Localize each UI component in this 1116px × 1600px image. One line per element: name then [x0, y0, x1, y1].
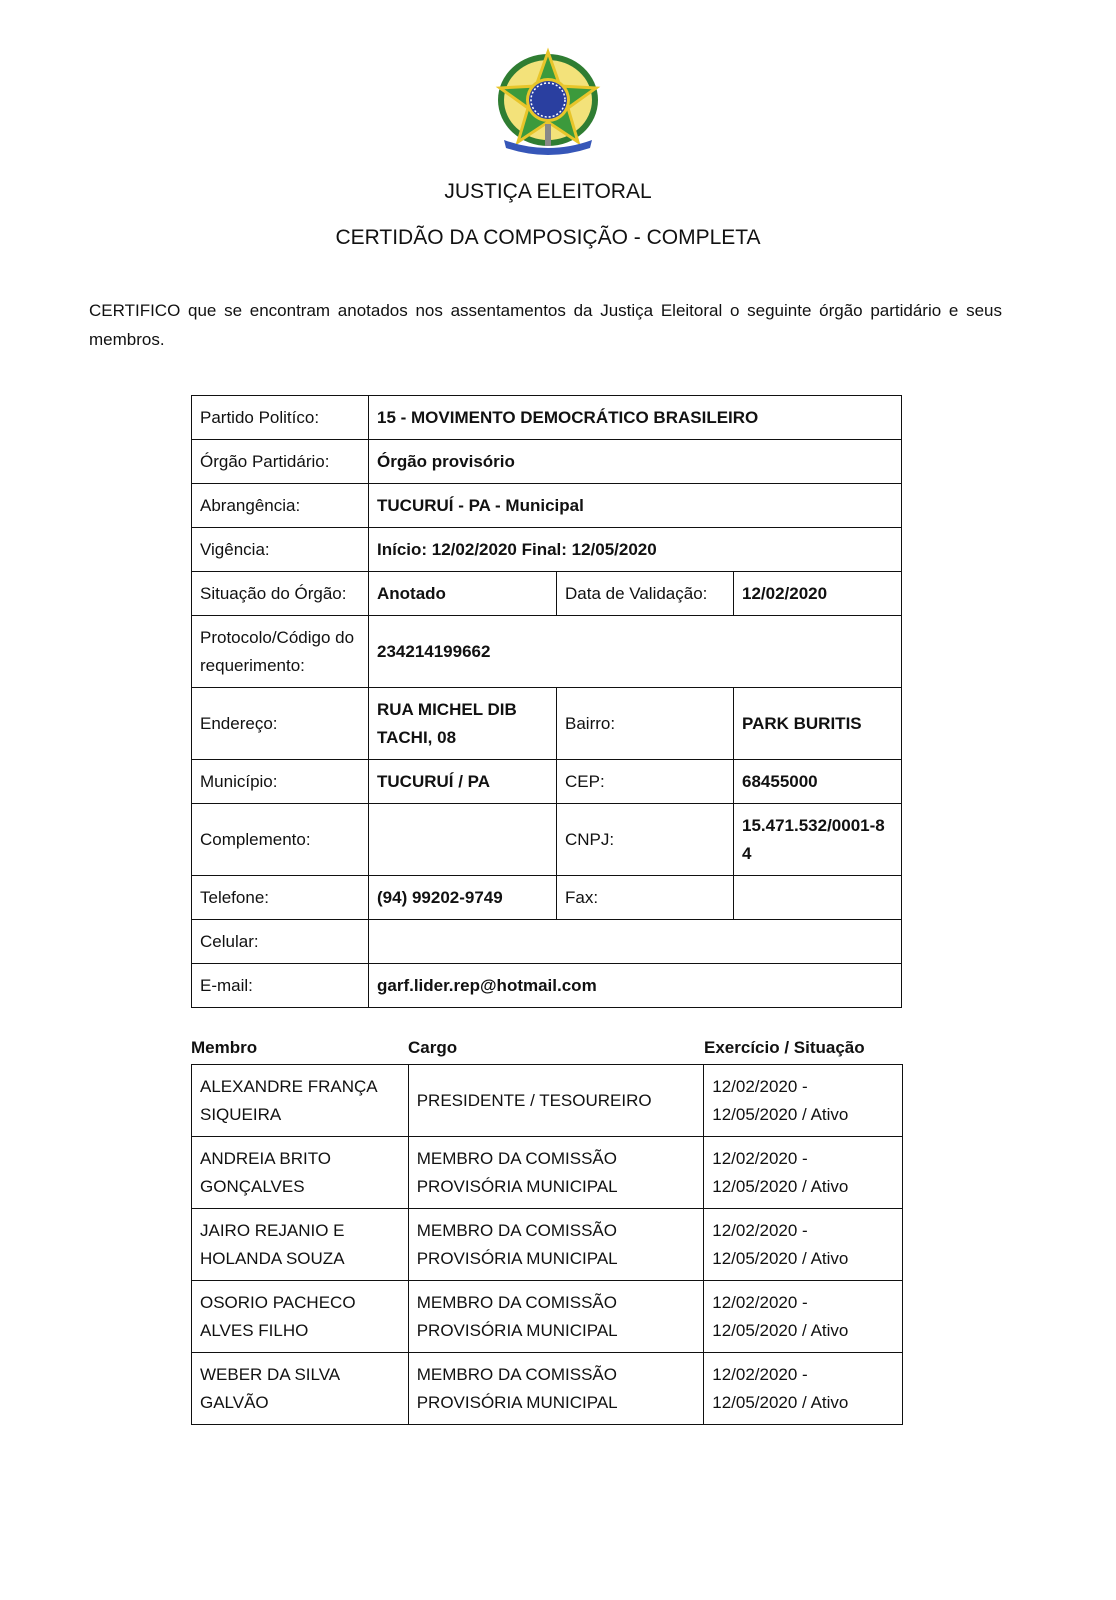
institution-title: JUSTIÇA ELEITORAL	[444, 180, 652, 203]
member-exercicio: 12/02/2020 - 12/05/2020 / Ativo	[704, 1209, 903, 1281]
value	[369, 804, 557, 876]
label: E-mail:	[192, 964, 369, 1008]
value: 15 - MOVIMENTO DEMOCRÁTICO BRASILEIRO	[369, 396, 902, 440]
value	[734, 876, 902, 920]
value: Anotado	[369, 572, 557, 616]
value: Início: 12/02/2020 Final: 12/05/2020	[369, 528, 902, 572]
member-cargo: MEMBRO DA COMISSÃO PROVISÓRIA MUNICIPAL	[408, 1137, 704, 1209]
column-header-cargo: Cargo	[408, 1038, 458, 1057]
label: Bairro:	[557, 688, 734, 760]
member-row	[192, 1209, 903, 1281]
label: Telefone:	[192, 876, 369, 920]
member-name: OSORIO PACHECO ALVES FILHO	[192, 1281, 409, 1353]
value: 234214199662	[369, 616, 902, 688]
value: TUCURUÍ / PA	[369, 760, 557, 804]
label: Fax:	[557, 876, 734, 920]
label: CNPJ:	[557, 804, 734, 876]
label: Data de Validação:	[557, 572, 734, 616]
label: Celular:	[192, 920, 369, 964]
column-header-exercicio: Exercício / Situação	[704, 1038, 865, 1057]
table-row	[192, 528, 902, 572]
table-row	[192, 616, 902, 688]
member-cargo: MEMBRO DA COMISSÃO PROVISÓRIA MUNICIPAL	[408, 1281, 704, 1353]
value: (94) 99202-9749	[369, 876, 557, 920]
members-table	[191, 1064, 903, 1425]
label: Endereço:	[192, 688, 369, 760]
table-row	[192, 396, 902, 440]
label: Município:	[192, 760, 369, 804]
member-exercicio: 12/02/2020 - 12/05/2020 / Ativo	[704, 1137, 903, 1209]
table-row	[192, 804, 902, 876]
table-row	[192, 760, 902, 804]
member-cargo: PRESIDENTE / TESOUREIRO	[408, 1065, 704, 1137]
member-cargo: MEMBRO DA COMISSÃO PROVISÓRIA MUNICIPAL	[408, 1353, 704, 1425]
member-name: JAIRO REJANIO E HOLANDA SOUZA	[192, 1209, 409, 1281]
party-info-table	[191, 395, 902, 1008]
document-title: CERTIDÃO DA COMPOSIÇÃO - COMPLETA	[335, 226, 761, 249]
label: Vigência:	[192, 528, 369, 572]
member-row	[192, 1281, 903, 1353]
member-exercicio: 12/02/2020 - 12/05/2020 / Ativo	[704, 1065, 903, 1137]
table-row	[192, 964, 902, 1008]
value: garf.lider.rep@hotmail.com	[369, 964, 902, 1008]
value: TUCURUÍ - PA - Municipal	[369, 484, 902, 528]
member-row	[192, 1065, 903, 1137]
label: CEP:	[557, 760, 734, 804]
table-row	[192, 484, 902, 528]
member-row	[192, 1353, 903, 1425]
value: PARK BURITIS	[734, 688, 902, 760]
label: Complemento:	[192, 804, 369, 876]
member-name: WEBER DA SILVA GALVÃO	[192, 1353, 409, 1425]
label: Situação do Órgão:	[192, 572, 369, 616]
label: Partido Politíco:	[192, 396, 369, 440]
value	[369, 920, 902, 964]
member-row	[192, 1137, 903, 1209]
table-row	[192, 688, 902, 760]
member-cargo: MEMBRO DA COMISSÃO PROVISÓRIA MUNICIPAL	[408, 1209, 704, 1281]
table-row	[192, 920, 902, 964]
label: Abrangência:	[192, 484, 369, 528]
value: RUA MICHEL DIB TACHI, 08	[369, 688, 557, 760]
label: Protocolo/Código do requerimento:	[192, 616, 369, 688]
member-exercicio: 12/02/2020 - 12/05/2020 / Ativo	[704, 1353, 903, 1425]
table-row	[192, 440, 902, 484]
brazil-coat-of-arms-emblem	[490, 44, 606, 164]
intro-paragraph: CERTIFICO que se encontram anotados nos assentamentos da Justiça Eleitoral o seguinte órgão partidário e seus membros.	[89, 301, 1002, 349]
value: 12/02/2020	[734, 572, 902, 616]
value: 15.471.532/0001-84	[734, 804, 902, 876]
value: 68455000	[734, 760, 902, 804]
member-name: ANDREIA BRITO GONÇALVES	[192, 1137, 409, 1209]
label: Órgão Partidário:	[192, 440, 369, 484]
table-row	[192, 876, 902, 920]
table-row	[192, 572, 902, 616]
member-exercicio: 12/02/2020 - 12/05/2020 / Ativo	[704, 1281, 903, 1353]
member-name: ALEXANDRE FRANÇA SIQUEIRA	[192, 1065, 409, 1137]
column-header-membro: Membro	[191, 1038, 258, 1057]
value: Órgão provisório	[369, 440, 902, 484]
